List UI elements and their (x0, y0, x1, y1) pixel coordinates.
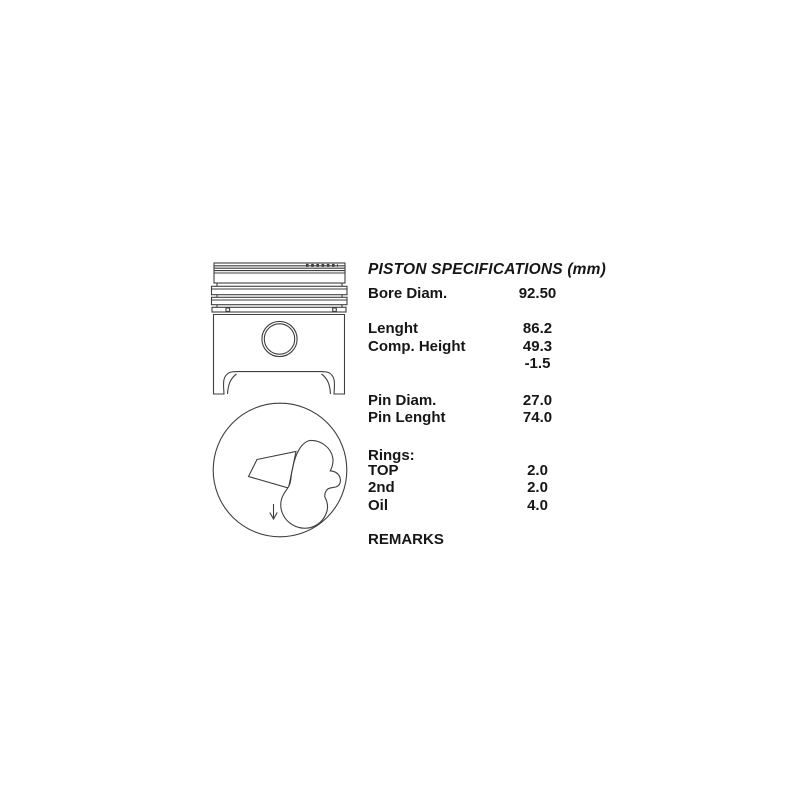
spec-value: 2.0 (527, 462, 548, 479)
spec-label: Pin Lenght (368, 409, 446, 426)
spec-row-rings-header (368, 448, 580, 464)
spec-row-ring-oil (368, 498, 580, 514)
spec-row-offset (368, 356, 580, 372)
pin-bore-inner (264, 324, 294, 354)
skirt-foot-curve-right (322, 374, 331, 394)
spec-value: 74.0 (522, 409, 553, 426)
piston-technical-drawing (205, 255, 355, 545)
spec-row-ring-top (368, 463, 580, 479)
remarks-heading: REMARKS (368, 531, 444, 548)
spec-value: 92.50 (518, 285, 557, 302)
spec-label: Pin Diam. (368, 391, 437, 409)
piston-side-view (212, 263, 348, 394)
piston-bottom-view (213, 403, 347, 537)
spec-label: Comp. Height (368, 337, 466, 355)
spec-row-pin-diam (368, 393, 580, 409)
spec-label: Oil (368, 496, 389, 514)
spec-value: 49.3 (522, 337, 553, 355)
oil-ring-groove (212, 307, 346, 312)
spec-label: Bore Diam. (368, 285, 448, 302)
spec-value: 27.0 (522, 391, 553, 409)
spec-label: Rings: (368, 446, 415, 464)
page-title: PISTON SPECIFICATIONS (mm) (368, 261, 607, 278)
spec-value: -1.5 (524, 355, 551, 372)
spec-label: Lenght (368, 320, 418, 337)
spec-label: TOP (368, 462, 399, 479)
spec-value: 86.2 (522, 320, 553, 337)
skirt-foot-curve-left (228, 374, 237, 394)
relief-rectangle (249, 452, 297, 489)
oil-drain-hole-left (226, 308, 230, 311)
ring-land-2 (212, 297, 348, 304)
spec-value: 2.0 (527, 479, 548, 496)
spec-value: 4.0 (527, 496, 548, 514)
oil-drain-hole-right (333, 308, 337, 311)
pin-bore-outer (262, 321, 297, 356)
spec-row-length (368, 321, 580, 337)
spec-label: 2nd (368, 479, 395, 496)
spec-row-ring-2nd (368, 480, 580, 496)
spec-row-comp-height (368, 339, 580, 355)
spec-row-pin-length (368, 410, 580, 426)
orientation-arrow-icon (270, 504, 277, 519)
spec-row-bore (368, 286, 580, 302)
ring-land-1 (212, 286, 348, 294)
